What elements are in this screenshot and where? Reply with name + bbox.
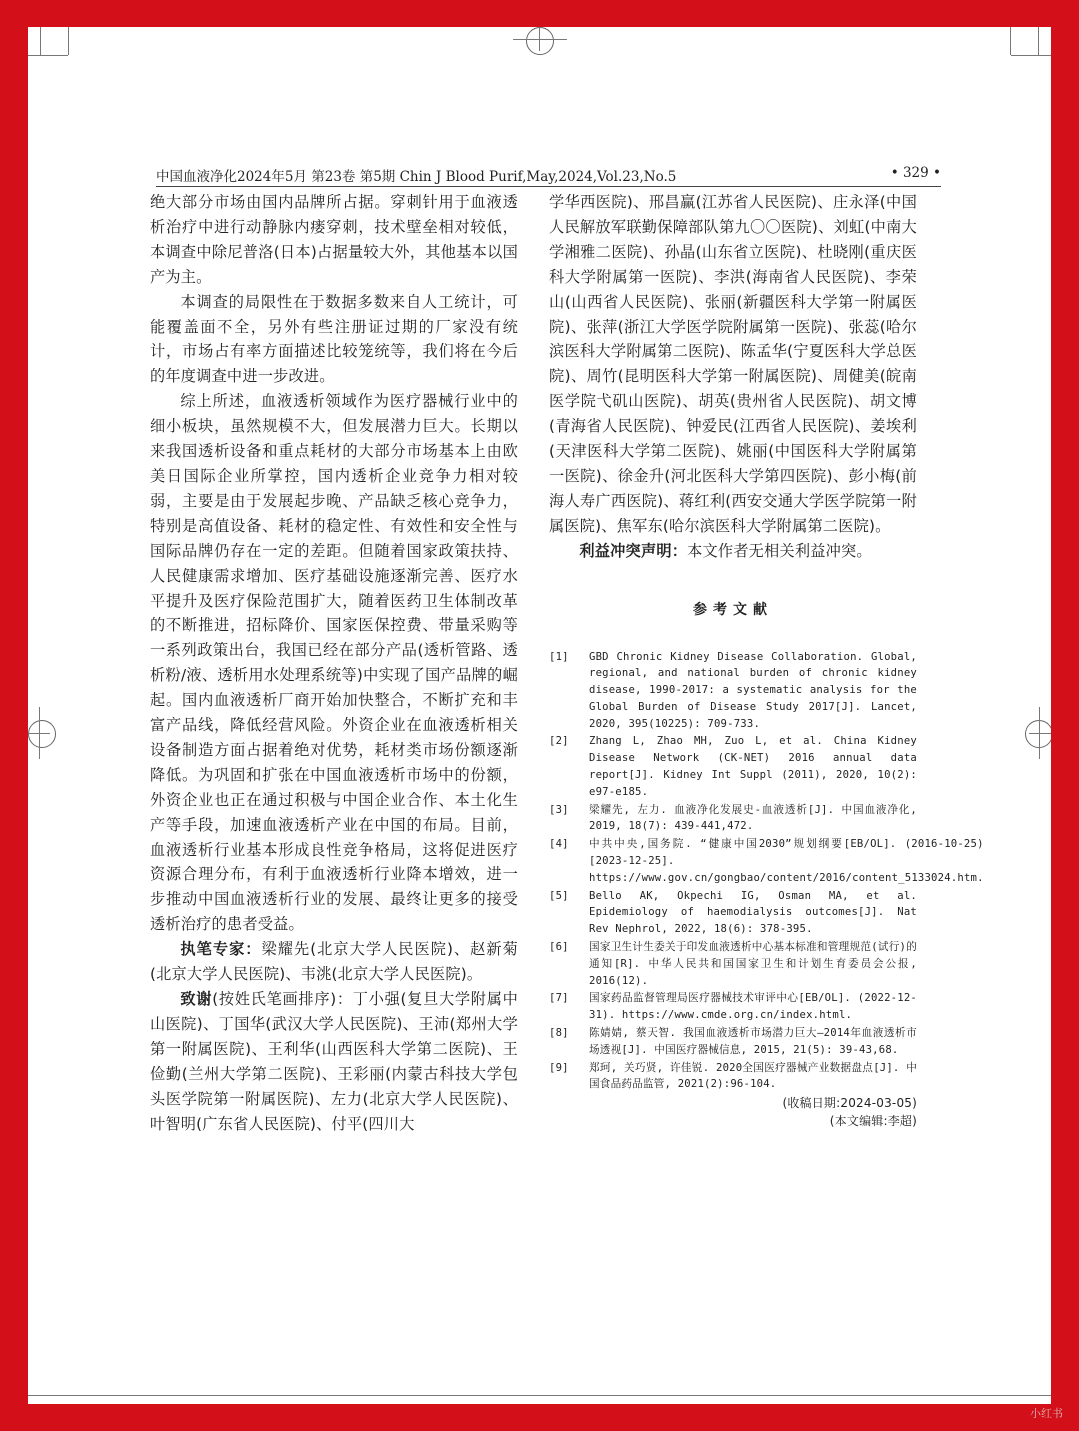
reference-item: [7] 国家药品监督管理局医疗器械技术审评中心[EB/OL]. (2022-12-31). https://www.cmde.org.cn/index.html. — [549, 992, 917, 1022]
crop-mark — [68, 27, 69, 55]
registration-line — [39, 707, 40, 759]
journal-page — [28, 27, 1051, 1404]
paragraph: 本调查的局限性在于数据多数来自人工统计，可能覆盖面不全，另外有些注册证过期的厂家没有统计，市场占有率方面描述比较笼统等，我们将在今后的年度调查中进一步改进。 — [150, 292, 518, 386]
reference-item: [3] 梁耀先, 左力. 血液净化发展史-血液透析[J]. 中国血液净化, 2019, 18(7): 439-441,472. — [549, 803, 917, 833]
experts-paragraph — [150, 937, 518, 987]
right-column — [549, 190, 984, 1130]
registration-mark-icon — [526, 27, 554, 55]
registration-line — [539, 27, 540, 51]
crop-mark — [1011, 55, 1051, 56]
received-date: (收稿日期:2024-03-05) — [782, 1096, 917, 1111]
reference-item: [1] GBD Chronic Kidney Disease Collaboration. Global, regional, and national burden of chronic kidney disease, 1990-2017: a systematic analysis for the Global Burden of Disease Study 2017[J]. Lancet, 2020, 395(10225): 709-733. — [549, 650, 917, 730]
reference-item: [6] 国家卫生计生委关于印发血液透析中心基本标准和管理规范(试行)的通知[R]. 中华人民共和国国家卫生和计划生育委员会公报, 2016(12). — [549, 941, 917, 987]
running-head — [156, 164, 941, 187]
registration-mark-icon — [28, 720, 56, 748]
reference-item: [8] 陈婧婧, 蔡天智. 我国血液透析市场潜力巨大—2014年血液透析市场透视[J]. 中国医疗器械信息, 2015, 21(5): 39-43,68. — [549, 1027, 917, 1056]
left-column — [150, 190, 518, 1136]
registration-mark-icon — [1025, 720, 1051, 748]
registration-line — [1039, 707, 1040, 759]
registration-line — [513, 39, 567, 40]
crop-mark — [28, 55, 68, 56]
watermark-logo: 小红书 — [1030, 1407, 1063, 1420]
crop-mark — [28, 1395, 1051, 1396]
paragraph: 综上所述，血液透析领域作为医疗器械行业中的细小板块，虽然规模不大，但发展潜力巨大。长期以来我国透析设备和重点耗材的大部分市场基本上由欧美日国际企业所掌控，国内透析企业竞争力相对较弱，主要是由于发展起步晚、产品缺乏核心竞争力，特别是高值设备、耗材的稳定性、有效性和安全性与国际品牌仍存在一定的差距。但随着国家政策扶持、人民健康需求增加、医疗基础设施逐渐完善、医疗水平提升及医疗保险范围扩大，随着医药卫生体制改革的不断推进，招标降价、国家医保控费、带量采购等一系列政策出台，我国已经在部分产品(透析管路、透析粉/液、透析用水处理系统等)中实现了国产品牌的崛起。国内血液透析厂商开始加快整合，不断扩充和丰富产品线，降低经营风险。外资企业在血液透析相关设备制造方面占据着绝对优势，耗材类市场份额逐渐降低。为巩固和扩张在中国血液透析市场中的份额，外资企业也正在通过积极与中国企业合作、本土化生产等手段，加速血液透析产业在中国的布局。目前，血液透析行业基本形成良性竞争格局，这将促进医疗资源合理分布，有利于血液透析行业降本增效，进一步推动中国血液透析行业的发展、最终让更多的接受透析治疗的患者受益。 — [150, 392, 518, 934]
acknowledgement-continued: 学华西医院)、邢昌赢(江苏省人民医院)、庄永泽(中国人民解放军联勤保障部队第九〇〇医院)、刘虹(中南大学湘雅二医院)、孙晶(山东省立医院)、杜晓刚(重庆医科大学附属第一医院)、李洪(海南省人民医院)、李荣山(山西省人民医院)、张丽(新疆医科大学第一附属医院)、张萍(浙江大学医学院附属第一医院)、张蕊(哈尔滨医科大学附属第二医院)、陈孟华(宁夏医科大学总医院)、周竹(昆明医科大学第一附属医院)、周健美(皖南医学院弋矶山医院)、胡英(贵州省人民医院)、胡文博(青海省人民医院)、钟爱民(江西省人民医院)、姜埃利(天津医科大学第二医院)、姚丽(中国医科大学附属第一医院)、徐金升(河北医科大学第四医院)、彭小梅(前海人寿广西医院)、蒋红利(西安交通大学医学院第一附属医院)、焦军东(哈尔滨医科大学附属第二医院)。 — [549, 193, 917, 535]
acknowledgement-paragraph — [150, 987, 518, 1136]
reference-item: [2] Zhang L, Zhao MH, Zuo L, et al. China Kidney Disease Network (CK-NET) 2016 annual data report[J]. Kidney Int Suppl (2011), 2020, 10(2): e97-e185. — [549, 735, 917, 798]
reference-item: [4] 中共中央,国务院. “健康中国2030”规划纲要[EB/OL]. (2016-10-25)[2023-12-25]. https://www.gov.cn/gongbao/content/2016/content_5133024.htm. — [549, 838, 984, 884]
registration-line — [1029, 733, 1051, 734]
conflict-statement — [549, 539, 917, 564]
crop-mark — [40, 27, 41, 55]
ack-label: 致谢 — [180, 990, 213, 1008]
crop-mark — [1010, 27, 1011, 55]
conflict-text: 本文作者无相关利益冲突。 — [687, 541, 872, 560]
paragraph: 绝大部分市场由国内品牌所占据。穿刺针用于血液透析治疗中进行动静脉内瘘穿刺，技术壁垒相对较低，本调查中除尼普洛(日本)占据量较大外，其他基本以国产为主。 — [150, 193, 518, 286]
ack-text: (按姓氏笔画排序)：丁小强(复旦大学附属中山医院)、丁国华(武汉大学人民医院)、王沛(郑州大学第一附属医院)、王利华(山西医科大学第二医院)、王俭勤(兰州大学第二医院)、王彩丽(内蒙古科技大学包头医学院第一附属医院)、左力(北京大学人民医院)、叶智明(广东省人民医院)、付平(四川大 — [150, 990, 518, 1133]
crop-mark — [1038, 27, 1039, 55]
experts-label: 执笔专家： — [180, 940, 262, 959]
experts-text: 梁耀先(北京大学人民医院)、赵新菊(北京大学人民医院)、韦洮(北京大学人民医院)。 — [150, 940, 518, 984]
editor-credit: (本文编辑:李超) — [829, 1114, 917, 1129]
reference-item: [5] Bello AK, Okpechi IG, Osman MA, et al. Epidemiology of haemodialysis outcomes[J]. Nat Rev Nephrol, 2022, 18(6): 378-395. — [549, 889, 917, 936]
conflict-label: 利益冲突声明： — [579, 541, 688, 560]
reference-item: [9] 郑珂, 关巧贤, 许佳锐. 2020全国医疗器械产业数据盘点[J]. 中国食品药品监管, 2021(2):96-104. — [549, 1061, 917, 1091]
page-number: • 329 • — [890, 165, 941, 181]
reference-list — [549, 649, 984, 1094]
journal-citation: 中国血液净化2024年5月 第23卷 第5期 Chin J Blood Purif,May,2024,Vol.23,No.5 — [156, 169, 677, 185]
references-title: 参考文献 — [693, 601, 773, 618]
